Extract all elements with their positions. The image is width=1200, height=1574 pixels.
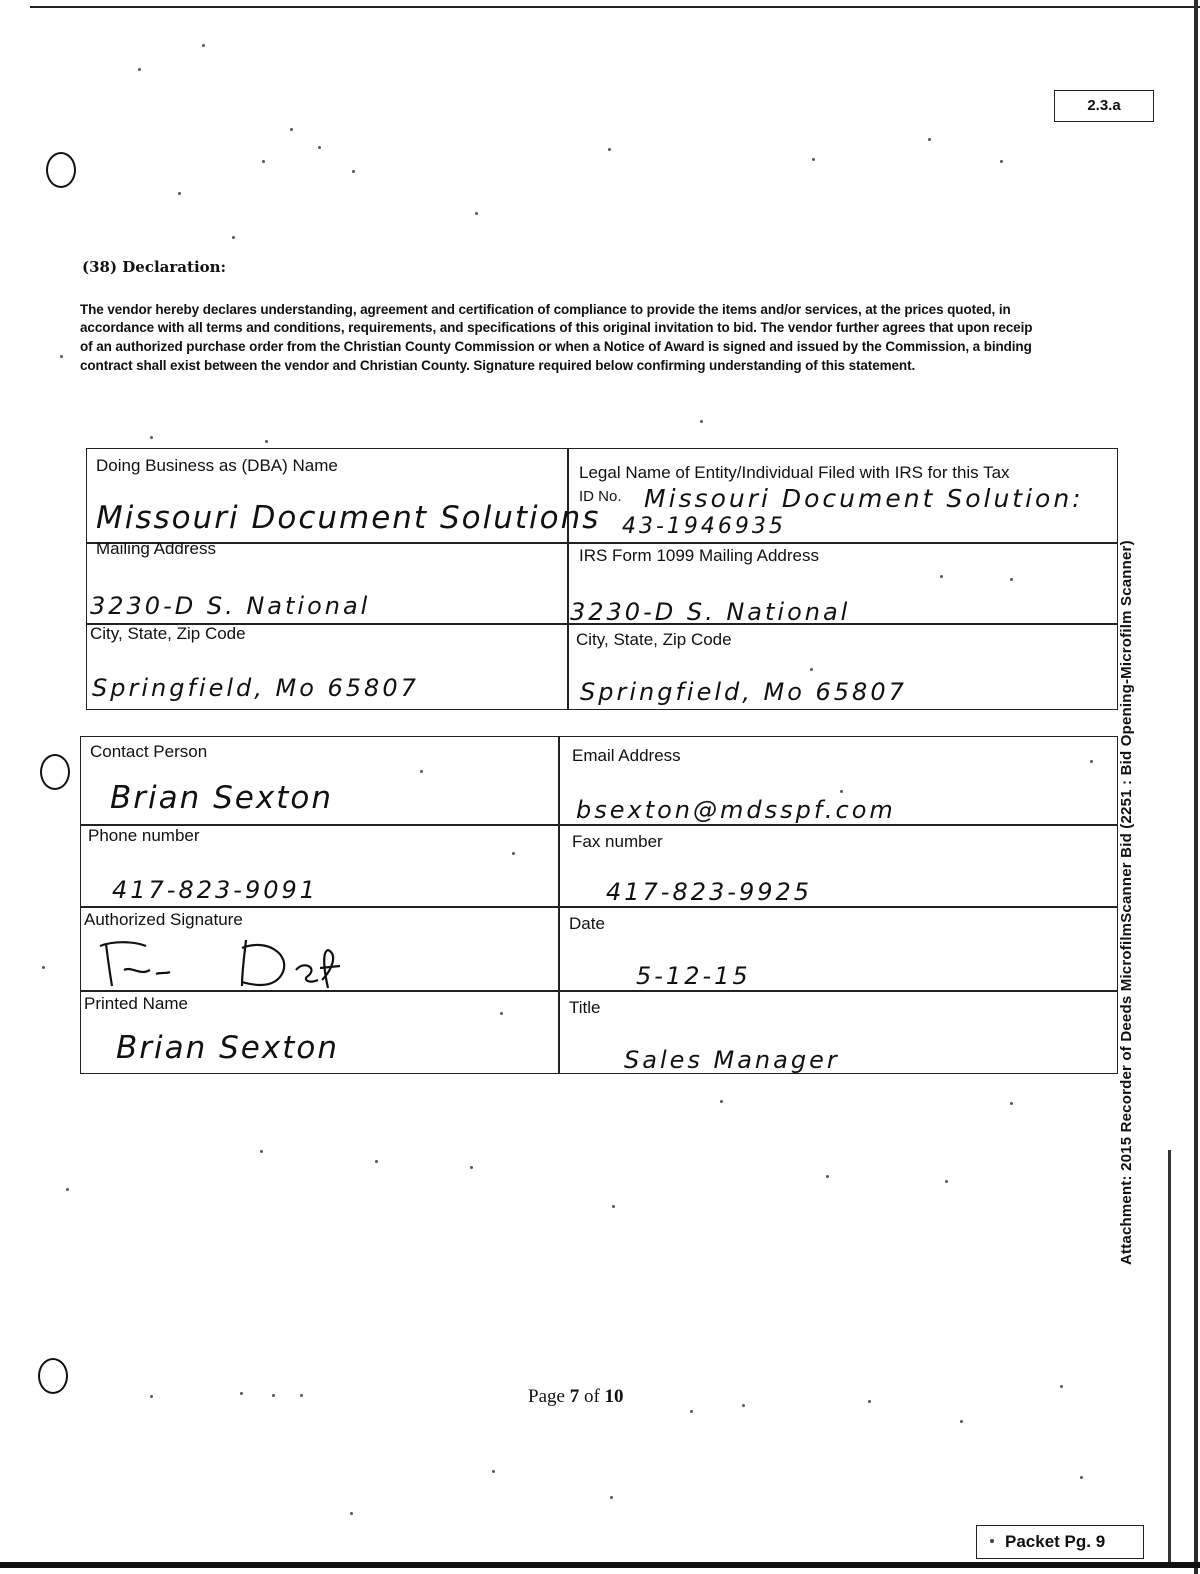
page-number	[528, 1386, 624, 1408]
page-current: 7	[569, 1386, 580, 1407]
city-label: City, State, Zip Code	[90, 624, 246, 643]
printed-name-value: Brian Sexton	[116, 1030, 339, 1066]
date-value: 5-12-15	[636, 962, 751, 990]
tax-id-value: 43-1946935	[622, 514, 786, 539]
phone-value: 417-823-9091	[112, 876, 319, 904]
id-no-label: ID No.	[579, 488, 622, 505]
dba-value: Missouri Document Solutions	[96, 500, 601, 536]
irs-mailing-value: 3230-D S. National	[570, 598, 851, 626]
page-total: 10	[604, 1386, 624, 1407]
packet-dot	[990, 1539, 994, 1543]
table-divider	[80, 824, 1118, 826]
declaration-line: contract shall exist between the vendor and Christian County. Signature required below confirming understanding of this statement.	[80, 358, 916, 373]
section-badge: 2.3.a	[1054, 90, 1154, 122]
scan-right-edge	[1194, 0, 1198, 1574]
dba-label: Doing Business as (DBA) Name	[96, 456, 338, 475]
legal-name-label: Legal Name of Entity/Individual Filed with IRS for this Tax	[579, 463, 1010, 482]
punch-hole-middle	[40, 754, 70, 790]
fax-label: Fax number	[572, 832, 663, 851]
city-value: Springfield, Mo 65807	[92, 674, 419, 702]
email-value: bsexton@mdsspf.com	[576, 796, 896, 824]
punch-hole-bottom	[38, 1358, 68, 1394]
date-label: Date	[569, 914, 605, 933]
title-label: Title	[569, 998, 601, 1017]
declaration-line: accordance with all terms and conditions, requirements, and specifications of this original invitation to bid. The vendor further agrees that upon receip	[80, 320, 1033, 335]
scan-bottom-rule	[0, 1562, 1200, 1568]
legal-name-value: Missouri Document Solution:	[644, 484, 1084, 513]
declaration-heading: (38) Declaration:	[82, 258, 227, 276]
irs-city-label: City, State, Zip Code	[576, 630, 732, 649]
declaration-line: The vendor hereby declares understanding, agreement and certification of compliance to provide the items and/or services, at the prices quoted, in	[80, 302, 1011, 317]
table-divider	[80, 906, 1118, 908]
page-of: of	[583, 1386, 600, 1407]
signature-label: Authorized Signature	[84, 910, 243, 929]
mailing-address-label: Mailing Address	[96, 539, 217, 558]
declaration-line: of an authorized purchase order from the Christian County Commission or when a Notice of Award is signed and issued by the Commission, a binding	[80, 339, 1032, 354]
irs-mailing-label: IRS Form 1099 Mailing Address	[579, 546, 819, 565]
attachment-side-label: Attachment: 2015 Recorder of Deeds MicrofilmScanner Bid (2251 : Bid Opening-Microfilm Scanner)	[1118, 540, 1135, 1265]
page-prefix: Page	[528, 1386, 565, 1407]
table-divider	[567, 448, 569, 710]
irs-city-value: Springfield, Mo 65807	[580, 678, 907, 706]
authorized-signature	[96, 930, 356, 992]
scan-side-rule	[1168, 1150, 1171, 1562]
title-value: Sales Manager	[624, 1046, 840, 1074]
printed-name-label: Printed Name	[84, 994, 188, 1013]
contact-person-value: Brian Sexton	[110, 780, 333, 816]
punch-hole-top	[46, 152, 76, 188]
mailing-address-value: 3230-D S. National	[90, 592, 371, 620]
email-label: Email Address	[572, 746, 681, 765]
scan-top-rule	[30, 6, 1200, 8]
fax-value: 417-823-9925	[606, 878, 813, 906]
phone-label: Phone number	[88, 826, 200, 845]
table-divider	[558, 736, 560, 1074]
contact-person-label: Contact Person	[90, 742, 208, 761]
packet-page-box: Packet Pg. 9	[976, 1525, 1144, 1559]
table-divider	[86, 542, 1118, 544]
